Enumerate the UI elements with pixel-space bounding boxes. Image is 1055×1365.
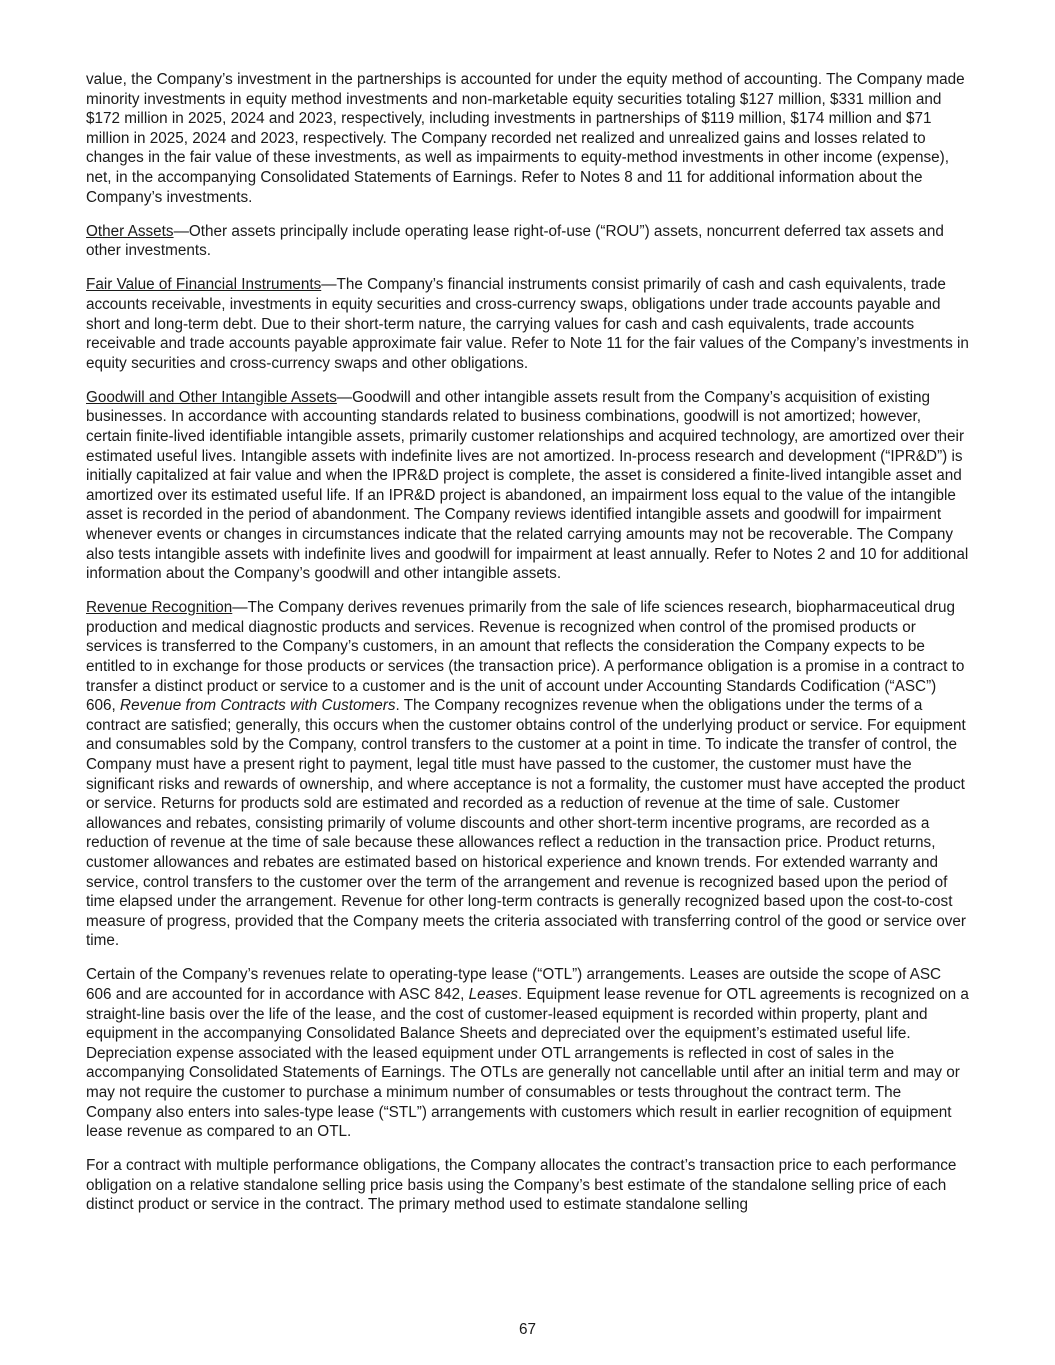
heading-goodwill: Goodwill and Other Intangible Assets [86, 388, 337, 406]
heading-revenue-recognition: Revenue Recognition [86, 599, 233, 617]
paragraph-revenue-recognition [86, 598, 970, 951]
revenue-text-part1: —The Company derives revenues primarily from the sale of life sciences research, biopharmaceutical drug production and medical diagnostic products and services. Revenue is recognized when control of the promised products or services is transferred to the Company’s customers, in an amount that reflects the consideration the Company expects to be entitled to in exchange for those products or services (the transaction price). A performance obligation is a promise in a contract to transfer a distinct product or service to a customer and is the unit of account under Accounting Standards Codification (“ASC”) 606, [86, 599, 965, 715]
paragraph-multiple-obligations: For a contract with multiple performance obligations, the Company allocates the contract’s transaction price to each performance obligation on a relative standalone selling price basis using the Company’s best estimate of the standalone selling price of each distinct product or service in the contract. The primary method used to estimate standalone selling [86, 1157, 957, 1214]
otl-text-part1: Certain of the Company’s revenues relate to operating-type lease (“OTL”) arrangements. Leases are outside the scope of ASC 606 and are accounted for in accordance with ASC 842, [86, 966, 942, 1004]
fair-value-text: —The Company’s financial instruments consist primarily of cash and cash equivalents, trade accounts receivable, investments in equity securities and cross-currency swaps, obligations under trade accounts payable and short and long-term debt. Due to their short-term nature, the carrying values for cash and cash equivalents, trade accounts receivable and trade accounts payable approximate fair value. Refer to Note 11 for the fair values of the Company’s investments in equity securities and cross-currency swaps and other obligations. [86, 276, 969, 372]
page-number: 67 [518, 1321, 536, 1338]
heading-other-assets: Other Assets [86, 222, 174, 240]
other-assets-text: —Other assets principally include operating lease right-of-use (“ROU”) assets, noncurrent deferred tax assets and other investments. [86, 222, 944, 260]
goodwill-text: —Goodwill and other intangible assets result from the Company’s acquisition of existing businesses. In accordance with accounting standards related to business combinations, goodwill is not amortized; however, certain finite-lived identifiable intangible assets, primarily customer relationships and acquired technology, are amortized over their estimated useful lives. Intangible assets with indefinite lives are not amortized. In-process research and development (“IPR&D”) is initially capitalized at fair value and when the IPR&D project is complete, the asset is considered a finite-lived intangible asset and amortized over its estimated useful life. If an IPR&D project is abandoned, an impairment loss equal to the value of the intangible asset is recorded in the period of abandonment. The Company reviews identified intangible assets and goodwill for impairment whenever events or changes in circumstances indicate that the related carrying amounts may not be recoverable. The Company also tests intangible assets with indefinite lives and goodwill for impairment at least annually. Refer to Notes 2 and 10 for additional information about the Company’s goodwill and other intangible assets. [86, 388, 969, 583]
otl-italic-leases: Leases [468, 986, 518, 1004]
document-body [86, 70, 970, 1230]
paragraph-goodwill [86, 388, 970, 584]
revenue-italic-title: Revenue from Contracts with Customers [120, 697, 396, 715]
paragraph-operating-type-lease [86, 965, 970, 1141]
paragraph-equity-investments: value, the Company’s investment in the partnerships is accounted for under the equity method of accounting. The Company made minority investments in equity method investments and non-marketable equity securities totaling $127 million, $331 million and $172 million in 2025, 2024 and 2023, respectively, including investments in partnerships of $119 million, $174 million and $71 million in 2025, 2024 and 2023, respectively. The Company recorded net realized and unrealized gains and losses related to changes in the fair value of these investments, as well as impairments to equity-method investments in other income (expense), net, in the accompanying Consolidated Statements of Earnings. Refer to Notes 8 and 11 for additional information about the Company’s investments. [86, 71, 965, 206]
revenue-text-part2: . The Company recognizes revenue when the obligations under the terms of a contract are satisfied; generally, this occurs when the customer obtains control of the underlying product or service. For equipment and consumables sold by the Company, control transfers to the customer at a point in time. To indicate the transfer of control, the Company must have a present right to payment, legal title must have passed to the customer, the customer must have the significant risks and rewards of ownership, and where acceptance is not a formality, the customer must have accepted the product or service. Returns for products sold are estimated and recorded as a reduction of revenue at the time of sale. Customer allowances and rebates, consisting primarily of volume discounts and other short-term incentive programs, are recorded as a reduction of revenue at the time of sale because these allowances reflect a reduction in the transaction price. Product returns, customer allowances and rebates are estimated based on historical experience and known trends. For extended warranty and service, control transfers to the customer over the term of the arrangement and revenue is recognized based upon the period of time elapsed under the arrangement. Revenue for other long-term contracts is generally recognized based upon the cost-to-cost measure of progress, provided that the Company meets the criteria associated with transferring control of the good or service over time. [86, 697, 967, 950]
paragraph-fair-value [86, 275, 970, 373]
otl-text-part2: . Equipment lease revenue for OTL agreements is recognized on a straight-line basis over the life of the lease, and the cost of customer-leased equipment is recorded within property, plant and equipment in the accompanying Consolidated Balance Sheets and depreciated over the equipment’s estimated useful life. Depreciation expense associated with the leased equipment under OTL arrangements is reflected in cost of sales in the accompanying Consolidated Statements of Earnings. The OTLs are generally not cancellable until after an initial term and may or may not require the customer to purchase a minimum number of consumables or tests throughout the contract term. The Company also enters into sales-type lease (“STL”) arrangements with customers which result in earlier recognition of equipment lease revenue as compared to an OTL. [86, 986, 969, 1141]
heading-fair-value: Fair Value of Financial Instruments [86, 276, 322, 294]
paragraph-other-assets [86, 222, 970, 261]
